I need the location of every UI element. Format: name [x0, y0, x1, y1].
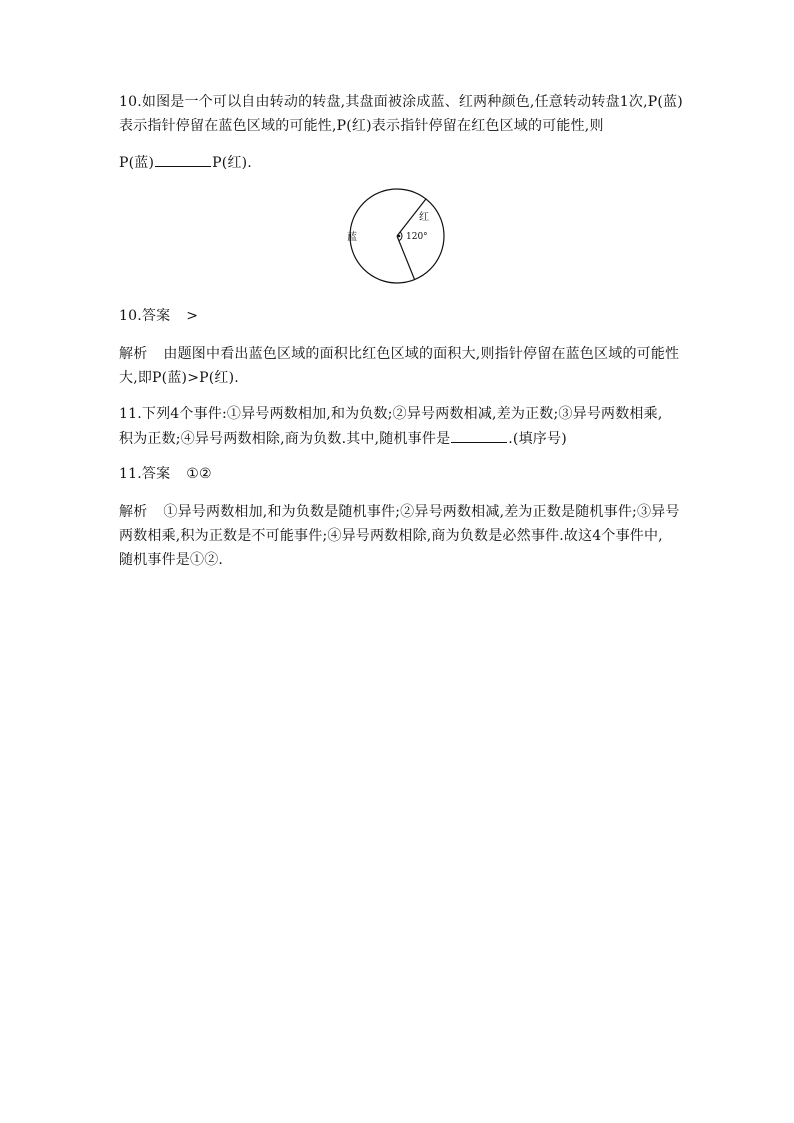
q10-text-line-1: 10.如图是一个可以自由转动的转盘,其盘面被涂成蓝、红两种颜色,任意转动转盘1次,P(蓝) — [119, 94, 683, 110]
q10-answer-blank — [155, 152, 211, 167]
q10-p-blue: P(蓝) — [119, 155, 155, 171]
a11-answer-line — [119, 464, 212, 484]
a11-answer-value: ①② — [186, 466, 212, 482]
q10-p-red: P(红). — [212, 155, 252, 171]
spinner-center-dot — [398, 235, 401, 238]
label-blue: 蓝 — [347, 232, 357, 243]
q11-text-line-1: 11.下列4个事件:①异号两数相加,和为负数;②异号两数相减,差为正数;③异号两数相乘, — [119, 406, 663, 422]
spinner-figure — [344, 188, 450, 288]
a10-analysis-text-1: 由题图中看出蓝色区域的面积比红色区域的面积大,则指针停留在蓝色区域的可能性 — [163, 346, 680, 362]
a10-answer-label: 10.答案 — [119, 308, 171, 324]
red-sector-boundary-bottom — [397, 236, 415, 280]
a10-analysis-line-1 — [119, 344, 679, 364]
label-red: 红 — [419, 212, 429, 223]
a11-analysis-label: 解析 — [119, 504, 148, 520]
a11-answer-label: 11.答案 — [119, 466, 171, 482]
a11-analysis-line-1 — [119, 502, 680, 522]
a11-analysis-text-1: ①异号两数相加,和为负数是随机事件;②异号两数相减,差为正数是随机事件;③异号 — [163, 504, 680, 520]
q11-text-line-2 — [119, 428, 567, 449]
q11-text-left: 积为正数;④异号两数相除,商为负数.其中,随机事件是 — [119, 431, 451, 447]
q11-answer-blank — [451, 428, 507, 443]
a11-analysis-line-3: 随机事件是①②. — [119, 552, 224, 568]
a11-analysis-line-2: 两数相乘,积为正数是不可能事件;④异号两数相除,商为负数是必然事件.故这4个事件中, — [119, 528, 663, 544]
a10-answer-value: > — [186, 308, 199, 324]
q11-text-right: .(填序号) — [508, 431, 567, 447]
q10-text-line-3 — [119, 152, 252, 173]
q10-text-line-2: 表示指针停留在蓝色区域的可能性,P(红)表示指针停留在红色区域的可能性,则 — [119, 118, 604, 134]
label-angle: 120° — [406, 232, 428, 242]
spinner-diagram — [344, 188, 450, 288]
a10-answer-line — [119, 306, 198, 326]
a10-analysis-line-2: 大,即P(蓝)>P(红). — [119, 370, 239, 386]
a10-analysis-label: 解析 — [119, 346, 148, 362]
